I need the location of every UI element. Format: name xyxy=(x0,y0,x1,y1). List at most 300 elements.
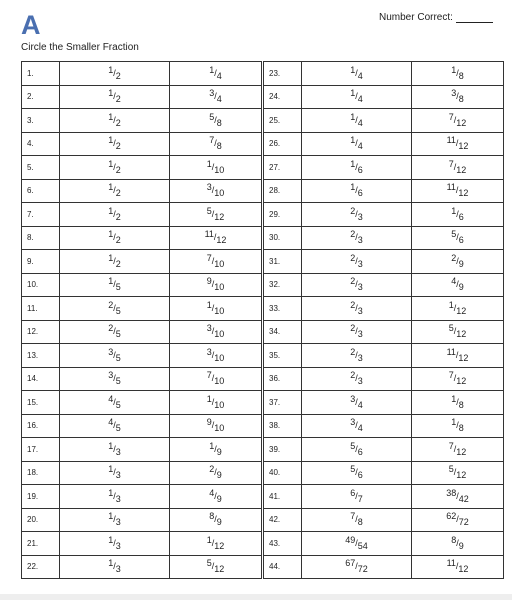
fraction-choice-a[interactable] xyxy=(302,156,412,180)
fraction xyxy=(451,88,464,105)
denominator: 3 xyxy=(357,258,363,269)
fraction xyxy=(206,534,225,551)
fraction-choice-b[interactable] xyxy=(170,438,262,462)
fraction-slash: / xyxy=(213,232,217,243)
fraction-choice-b[interactable] xyxy=(170,344,262,368)
fraction xyxy=(350,417,363,434)
fraction-choice-a[interactable] xyxy=(60,367,170,391)
fraction-slash: / xyxy=(355,232,358,243)
fraction-choice-b[interactable] xyxy=(170,297,262,321)
problem-row xyxy=(264,438,504,462)
fraction-slash: / xyxy=(211,185,215,196)
fraction-choice-b[interactable] xyxy=(170,555,262,579)
fraction xyxy=(350,276,363,293)
fraction-choice-a[interactable] xyxy=(302,485,412,509)
denominator: 5 xyxy=(115,329,121,340)
fraction-choice-b[interactable] xyxy=(412,508,504,532)
fraction-slash: / xyxy=(113,490,116,501)
numerator: 1 xyxy=(206,299,212,310)
fraction-choice-b[interactable] xyxy=(170,485,262,509)
denominator: 5 xyxy=(115,399,121,410)
fraction xyxy=(206,158,225,175)
fraction-slash: / xyxy=(456,396,459,407)
problem-number: 15. xyxy=(22,391,60,415)
fraction-slash: / xyxy=(355,91,358,102)
fraction xyxy=(448,440,467,457)
fraction-slash: / xyxy=(456,420,459,431)
problem-number: 12. xyxy=(22,320,60,344)
fraction-choice-b[interactable] xyxy=(412,391,504,415)
fraction-choice-a[interactable] xyxy=(302,414,412,438)
denominator: 12 xyxy=(214,211,225,222)
problem-number: 33. xyxy=(264,297,302,321)
fraction-choice-a[interactable] xyxy=(60,156,170,180)
number-correct-blank[interactable] xyxy=(456,22,493,23)
denominator: 7 xyxy=(357,493,363,504)
fraction xyxy=(108,158,121,175)
fraction-choice-a[interactable] xyxy=(302,297,412,321)
problem-number: 9. xyxy=(22,250,60,274)
problem-row xyxy=(264,297,504,321)
fraction xyxy=(209,64,222,81)
denominator: 3 xyxy=(115,540,121,551)
fraction-slash: / xyxy=(355,349,358,360)
denominator: 5 xyxy=(115,305,121,316)
problem-row xyxy=(264,391,504,415)
fraction-choice-b[interactable] xyxy=(412,555,504,579)
problem-row xyxy=(22,109,262,133)
fraction-slash: / xyxy=(214,490,217,501)
denominator: 12 xyxy=(214,540,225,551)
problem-number: 32. xyxy=(264,273,302,297)
denominator: 10 xyxy=(214,188,225,199)
problem-number: 5. xyxy=(22,156,60,180)
fraction-slash: / xyxy=(456,537,459,548)
denominator: 12 xyxy=(456,376,467,387)
problem-number: 23. xyxy=(264,62,302,86)
problem-number: 36. xyxy=(264,367,302,391)
denominator: 3 xyxy=(357,352,363,363)
fraction-slash: / xyxy=(456,232,459,243)
fraction-choice-b[interactable] xyxy=(170,273,262,297)
fraction-choice-a[interactable] xyxy=(302,344,412,368)
numerator: 67 xyxy=(345,558,356,569)
numerator: 3 xyxy=(350,417,356,428)
fraction xyxy=(446,558,469,575)
fraction-slash: / xyxy=(113,302,116,313)
problem-row xyxy=(264,62,504,86)
fraction-choice-a[interactable] xyxy=(302,273,412,297)
fraction-slash: / xyxy=(113,514,116,525)
fraction-choice-b[interactable] xyxy=(412,461,504,485)
numerator: 4 xyxy=(451,276,457,287)
denominator: 4 xyxy=(357,94,363,105)
fraction-choice-a[interactable] xyxy=(60,273,170,297)
problem-row xyxy=(22,532,262,556)
fraction-choice-a[interactable] xyxy=(60,438,170,462)
denominator: 4 xyxy=(357,70,363,81)
fraction-choice-a[interactable] xyxy=(302,555,412,579)
problem-number: 28. xyxy=(264,179,302,203)
denominator: 10 xyxy=(214,164,225,175)
fraction-choice-a[interactable] xyxy=(302,226,412,250)
fraction-choice-a[interactable] xyxy=(60,226,170,250)
fraction-choice-a[interactable] xyxy=(60,203,170,227)
fraction-slash: / xyxy=(456,67,459,78)
fraction-slash: / xyxy=(355,514,358,525)
problem-row xyxy=(22,508,262,532)
fraction xyxy=(206,323,225,340)
fraction-choice-a[interactable] xyxy=(302,508,412,532)
fraction xyxy=(350,111,363,128)
fraction-choice-b[interactable] xyxy=(170,391,262,415)
fraction-choice-a[interactable] xyxy=(302,250,412,274)
numerator: 7 xyxy=(448,158,454,169)
denominator: 3 xyxy=(357,211,363,222)
problem-number: 31. xyxy=(264,250,302,274)
fraction xyxy=(108,299,121,316)
fraction-choice-a[interactable] xyxy=(302,132,412,156)
fraction-slash: / xyxy=(355,279,358,290)
fraction-choice-b[interactable] xyxy=(170,532,262,556)
problem-row xyxy=(22,461,262,485)
fraction-choice-b[interactable] xyxy=(412,344,504,368)
fraction-choice-a[interactable] xyxy=(302,461,412,485)
problem-row xyxy=(264,508,504,532)
fraction xyxy=(350,487,363,504)
fraction-slash: / xyxy=(113,561,116,572)
numerator: 7 xyxy=(209,135,215,146)
fraction-slash: / xyxy=(214,91,217,102)
numerator: 1 xyxy=(108,511,114,522)
denominator: 42 xyxy=(458,493,469,504)
problem-row xyxy=(264,226,504,250)
fraction xyxy=(350,511,363,528)
problem-number: 7. xyxy=(22,203,60,227)
fraction-choice-b[interactable] xyxy=(412,250,504,274)
numerator: 1 xyxy=(108,158,114,169)
fraction-choice-b[interactable] xyxy=(412,62,504,86)
fraction-slash: / xyxy=(113,67,116,78)
number-correct-label: Number Correct: xyxy=(379,12,453,23)
fraction-choice-b[interactable] xyxy=(170,156,262,180)
fraction xyxy=(206,252,225,269)
fraction-choice-b[interactable] xyxy=(170,414,262,438)
fraction-slash: / xyxy=(214,467,217,478)
numerator: 3 xyxy=(206,182,212,193)
fraction-choice-b[interactable] xyxy=(412,532,504,556)
fractions-table-left xyxy=(21,61,262,579)
numerator: 1 xyxy=(350,182,356,193)
fraction-choice-a[interactable] xyxy=(60,391,170,415)
fraction-slash: / xyxy=(113,255,116,266)
problem-row xyxy=(22,156,262,180)
fraction-choice-a[interactable] xyxy=(302,179,412,203)
numerator: 7 xyxy=(206,252,212,263)
problem-number: 4. xyxy=(22,132,60,156)
fraction-slash: / xyxy=(113,208,116,219)
problem-number: 35. xyxy=(264,344,302,368)
problem-number: 21. xyxy=(22,532,60,556)
fraction-slash: / xyxy=(211,420,215,431)
fraction-slash: / xyxy=(355,67,358,78)
fraction-choice-a[interactable] xyxy=(60,485,170,509)
denominator: 9 xyxy=(216,517,222,528)
fraction-choice-a[interactable] xyxy=(60,461,170,485)
problem-number: 6. xyxy=(22,179,60,203)
fraction-choice-b[interactable] xyxy=(412,320,504,344)
fraction-choice-a[interactable] xyxy=(60,132,170,156)
fraction-choice-a[interactable] xyxy=(60,62,170,86)
numerator: 11 xyxy=(446,346,456,357)
problem-number: 41. xyxy=(264,485,302,509)
fraction-slash: / xyxy=(355,138,358,149)
fraction-choice-b[interactable] xyxy=(412,179,504,203)
fraction-choice-a[interactable] xyxy=(302,367,412,391)
denominator: 12 xyxy=(214,564,225,575)
fraction-slash: / xyxy=(214,67,217,78)
fraction xyxy=(350,182,363,199)
fraction xyxy=(451,417,464,434)
denominator: 2 xyxy=(115,211,121,222)
problem-number: 19. xyxy=(22,485,60,509)
fraction-choice-b[interactable] xyxy=(170,132,262,156)
fraction-slash: / xyxy=(113,114,116,125)
instructions: Circle the Smaller Fraction xyxy=(21,42,139,53)
problem-row xyxy=(264,109,504,133)
fraction xyxy=(206,558,225,575)
fraction-choice-a[interactable] xyxy=(302,391,412,415)
denominator: 12 xyxy=(458,352,469,363)
problem-row xyxy=(22,132,262,156)
denominator: 9 xyxy=(458,258,464,269)
fraction-choice-b[interactable] xyxy=(412,414,504,438)
problem-row xyxy=(264,132,504,156)
denominator: 10 xyxy=(214,329,225,340)
fraction-choice-b[interactable] xyxy=(170,226,262,250)
fraction-slash: / xyxy=(211,255,215,266)
fraction-choice-a[interactable] xyxy=(60,250,170,274)
fraction-choice-a[interactable] xyxy=(302,532,412,556)
fraction xyxy=(451,64,464,81)
fraction-choice-b[interactable] xyxy=(412,485,504,509)
denominator: 10 xyxy=(214,352,225,363)
fraction-slash: / xyxy=(455,349,459,360)
fraction-choice-b[interactable] xyxy=(170,109,262,133)
numerator: 1 xyxy=(206,393,212,404)
numerator: 1 xyxy=(350,135,356,146)
fraction-choice-a[interactable] xyxy=(60,508,170,532)
numerator: 2 xyxy=(350,276,356,287)
fraction-slash: / xyxy=(211,208,215,219)
problem-row xyxy=(22,320,262,344)
fraction-choice-b[interactable] xyxy=(170,250,262,274)
fraction-choice-b[interactable] xyxy=(412,109,504,133)
numerator: 1 xyxy=(350,158,356,169)
problem-number: 14. xyxy=(22,367,60,391)
fraction xyxy=(206,299,225,316)
fraction-choice-a[interactable] xyxy=(302,62,412,86)
numerator: 2 xyxy=(108,299,114,310)
fraction-choice-b[interactable] xyxy=(412,132,504,156)
fraction-choice-b[interactable] xyxy=(412,226,504,250)
fraction-choice-a[interactable] xyxy=(60,85,170,109)
denominator: 10 xyxy=(214,423,225,434)
numerator: 2 xyxy=(350,299,356,310)
denominator: 6 xyxy=(357,446,363,457)
numerator: 7 xyxy=(448,440,454,451)
numerator: 4 xyxy=(108,393,114,404)
fraction-choice-b[interactable] xyxy=(412,203,504,227)
fraction-choice-a[interactable] xyxy=(302,85,412,109)
denominator: 2 xyxy=(115,70,121,81)
denominator: 8 xyxy=(458,399,464,410)
fraction-choice-a[interactable] xyxy=(302,109,412,133)
numerator: 1 xyxy=(451,417,457,428)
fraction-slash: / xyxy=(455,138,459,149)
problem-row xyxy=(264,203,504,227)
denominator: 54 xyxy=(357,540,368,551)
problem-number: 8. xyxy=(22,226,60,250)
numerator: 2 xyxy=(108,323,114,334)
fraction-choice-b[interactable] xyxy=(170,461,262,485)
numerator: 5 xyxy=(206,558,212,569)
fraction-choice-b[interactable] xyxy=(412,156,504,180)
problem-number: 42. xyxy=(264,508,302,532)
fraction xyxy=(451,534,464,551)
fraction-slash: / xyxy=(456,514,459,525)
problem-number: 24. xyxy=(264,85,302,109)
denominator: 12 xyxy=(456,305,467,316)
fraction xyxy=(451,276,464,293)
denominator: 8 xyxy=(357,517,363,528)
fraction-choice-b[interactable] xyxy=(412,273,504,297)
problem-row xyxy=(22,85,262,109)
fraction-slash: / xyxy=(355,161,358,172)
fraction-slash: / xyxy=(455,185,459,196)
denominator: 12 xyxy=(456,446,467,457)
denominator: 72 xyxy=(357,564,368,575)
problem-row xyxy=(22,226,262,250)
problem-number: 3. xyxy=(22,109,60,133)
fraction-choice-b[interactable] xyxy=(170,320,262,344)
fraction-slash: / xyxy=(211,349,215,360)
fraction xyxy=(350,464,363,481)
problem-number: 11. xyxy=(22,297,60,321)
fraction xyxy=(350,229,363,246)
fraction xyxy=(350,64,363,81)
fraction-choice-a[interactable] xyxy=(60,555,170,579)
fraction xyxy=(350,135,363,152)
numerator: 7 xyxy=(350,511,356,522)
fraction-slash: / xyxy=(211,373,215,384)
numerator: 1 xyxy=(350,111,356,122)
numerator: 1 xyxy=(108,558,114,569)
denominator: 6 xyxy=(357,470,363,481)
fraction-slash: / xyxy=(113,138,116,149)
problem-row xyxy=(22,203,262,227)
fraction xyxy=(350,440,363,457)
fraction xyxy=(446,182,469,199)
fraction-choice-a[interactable] xyxy=(60,179,170,203)
problem-number: 18. xyxy=(22,461,60,485)
numerator: 2 xyxy=(209,464,215,475)
denominator: 6 xyxy=(458,235,464,246)
fraction-choice-b[interactable] xyxy=(170,85,262,109)
denominator: 4 xyxy=(216,70,222,81)
fraction xyxy=(206,182,225,199)
fraction-choice-b[interactable] xyxy=(170,179,262,203)
fraction-slash: / xyxy=(355,467,358,478)
denominator: 12 xyxy=(456,117,467,128)
denominator: 5 xyxy=(115,423,121,434)
fraction xyxy=(108,64,121,81)
fraction-choice-a[interactable] xyxy=(302,438,412,462)
fraction-choice-b[interactable] xyxy=(412,367,504,391)
fraction-choice-b[interactable] xyxy=(170,203,262,227)
fraction-slash: / xyxy=(113,537,116,548)
problem-row xyxy=(264,414,504,438)
numerator: 7 xyxy=(448,370,454,381)
fraction-choice-b[interactable] xyxy=(170,367,262,391)
fraction-choice-a[interactable] xyxy=(302,320,412,344)
numerator: 7 xyxy=(206,370,212,381)
fraction-slash: / xyxy=(211,279,215,290)
problem-number: 10. xyxy=(22,273,60,297)
numerator: 5 xyxy=(350,440,356,451)
fraction xyxy=(209,135,222,152)
denominator: 12 xyxy=(458,564,469,575)
fraction xyxy=(108,111,121,128)
fraction-slash: / xyxy=(456,279,459,290)
problem-row xyxy=(22,250,262,274)
problem-row xyxy=(264,555,504,579)
denominator: 2 xyxy=(115,235,121,246)
numerator: 5 xyxy=(448,323,454,334)
fraction-choice-a[interactable] xyxy=(60,297,170,321)
problem-number: 1. xyxy=(22,62,60,86)
numerator: 2 xyxy=(350,370,356,381)
fraction-choice-a[interactable] xyxy=(60,109,170,133)
fraction xyxy=(108,487,121,504)
numerator: 2 xyxy=(350,229,356,240)
problem-row xyxy=(22,344,262,368)
fraction-choice-b[interactable] xyxy=(170,508,262,532)
numerator: 1 xyxy=(108,135,114,146)
denominator: 12 xyxy=(458,188,469,199)
fraction xyxy=(350,299,363,316)
fraction-choice-b[interactable] xyxy=(170,62,262,86)
fraction-choice-b[interactable] xyxy=(412,85,504,109)
problem-number: 30. xyxy=(264,226,302,250)
fraction-choice-a[interactable] xyxy=(60,532,170,556)
problem-number: 16. xyxy=(22,414,60,438)
fraction-choice-a[interactable] xyxy=(60,320,170,344)
fraction-choice-b[interactable] xyxy=(412,297,504,321)
fraction-slash: / xyxy=(355,255,358,266)
fraction-choice-a[interactable] xyxy=(60,344,170,368)
problem-row xyxy=(264,85,504,109)
problem-number: 39. xyxy=(264,438,302,462)
fraction-choice-a[interactable] xyxy=(60,414,170,438)
denominator: 2 xyxy=(115,188,121,199)
fraction-choice-a[interactable] xyxy=(302,203,412,227)
fraction xyxy=(209,111,222,128)
fraction xyxy=(350,205,363,222)
problem-number: 26. xyxy=(264,132,302,156)
numerator: 11 xyxy=(446,182,456,193)
fraction-choice-b[interactable] xyxy=(412,438,504,462)
